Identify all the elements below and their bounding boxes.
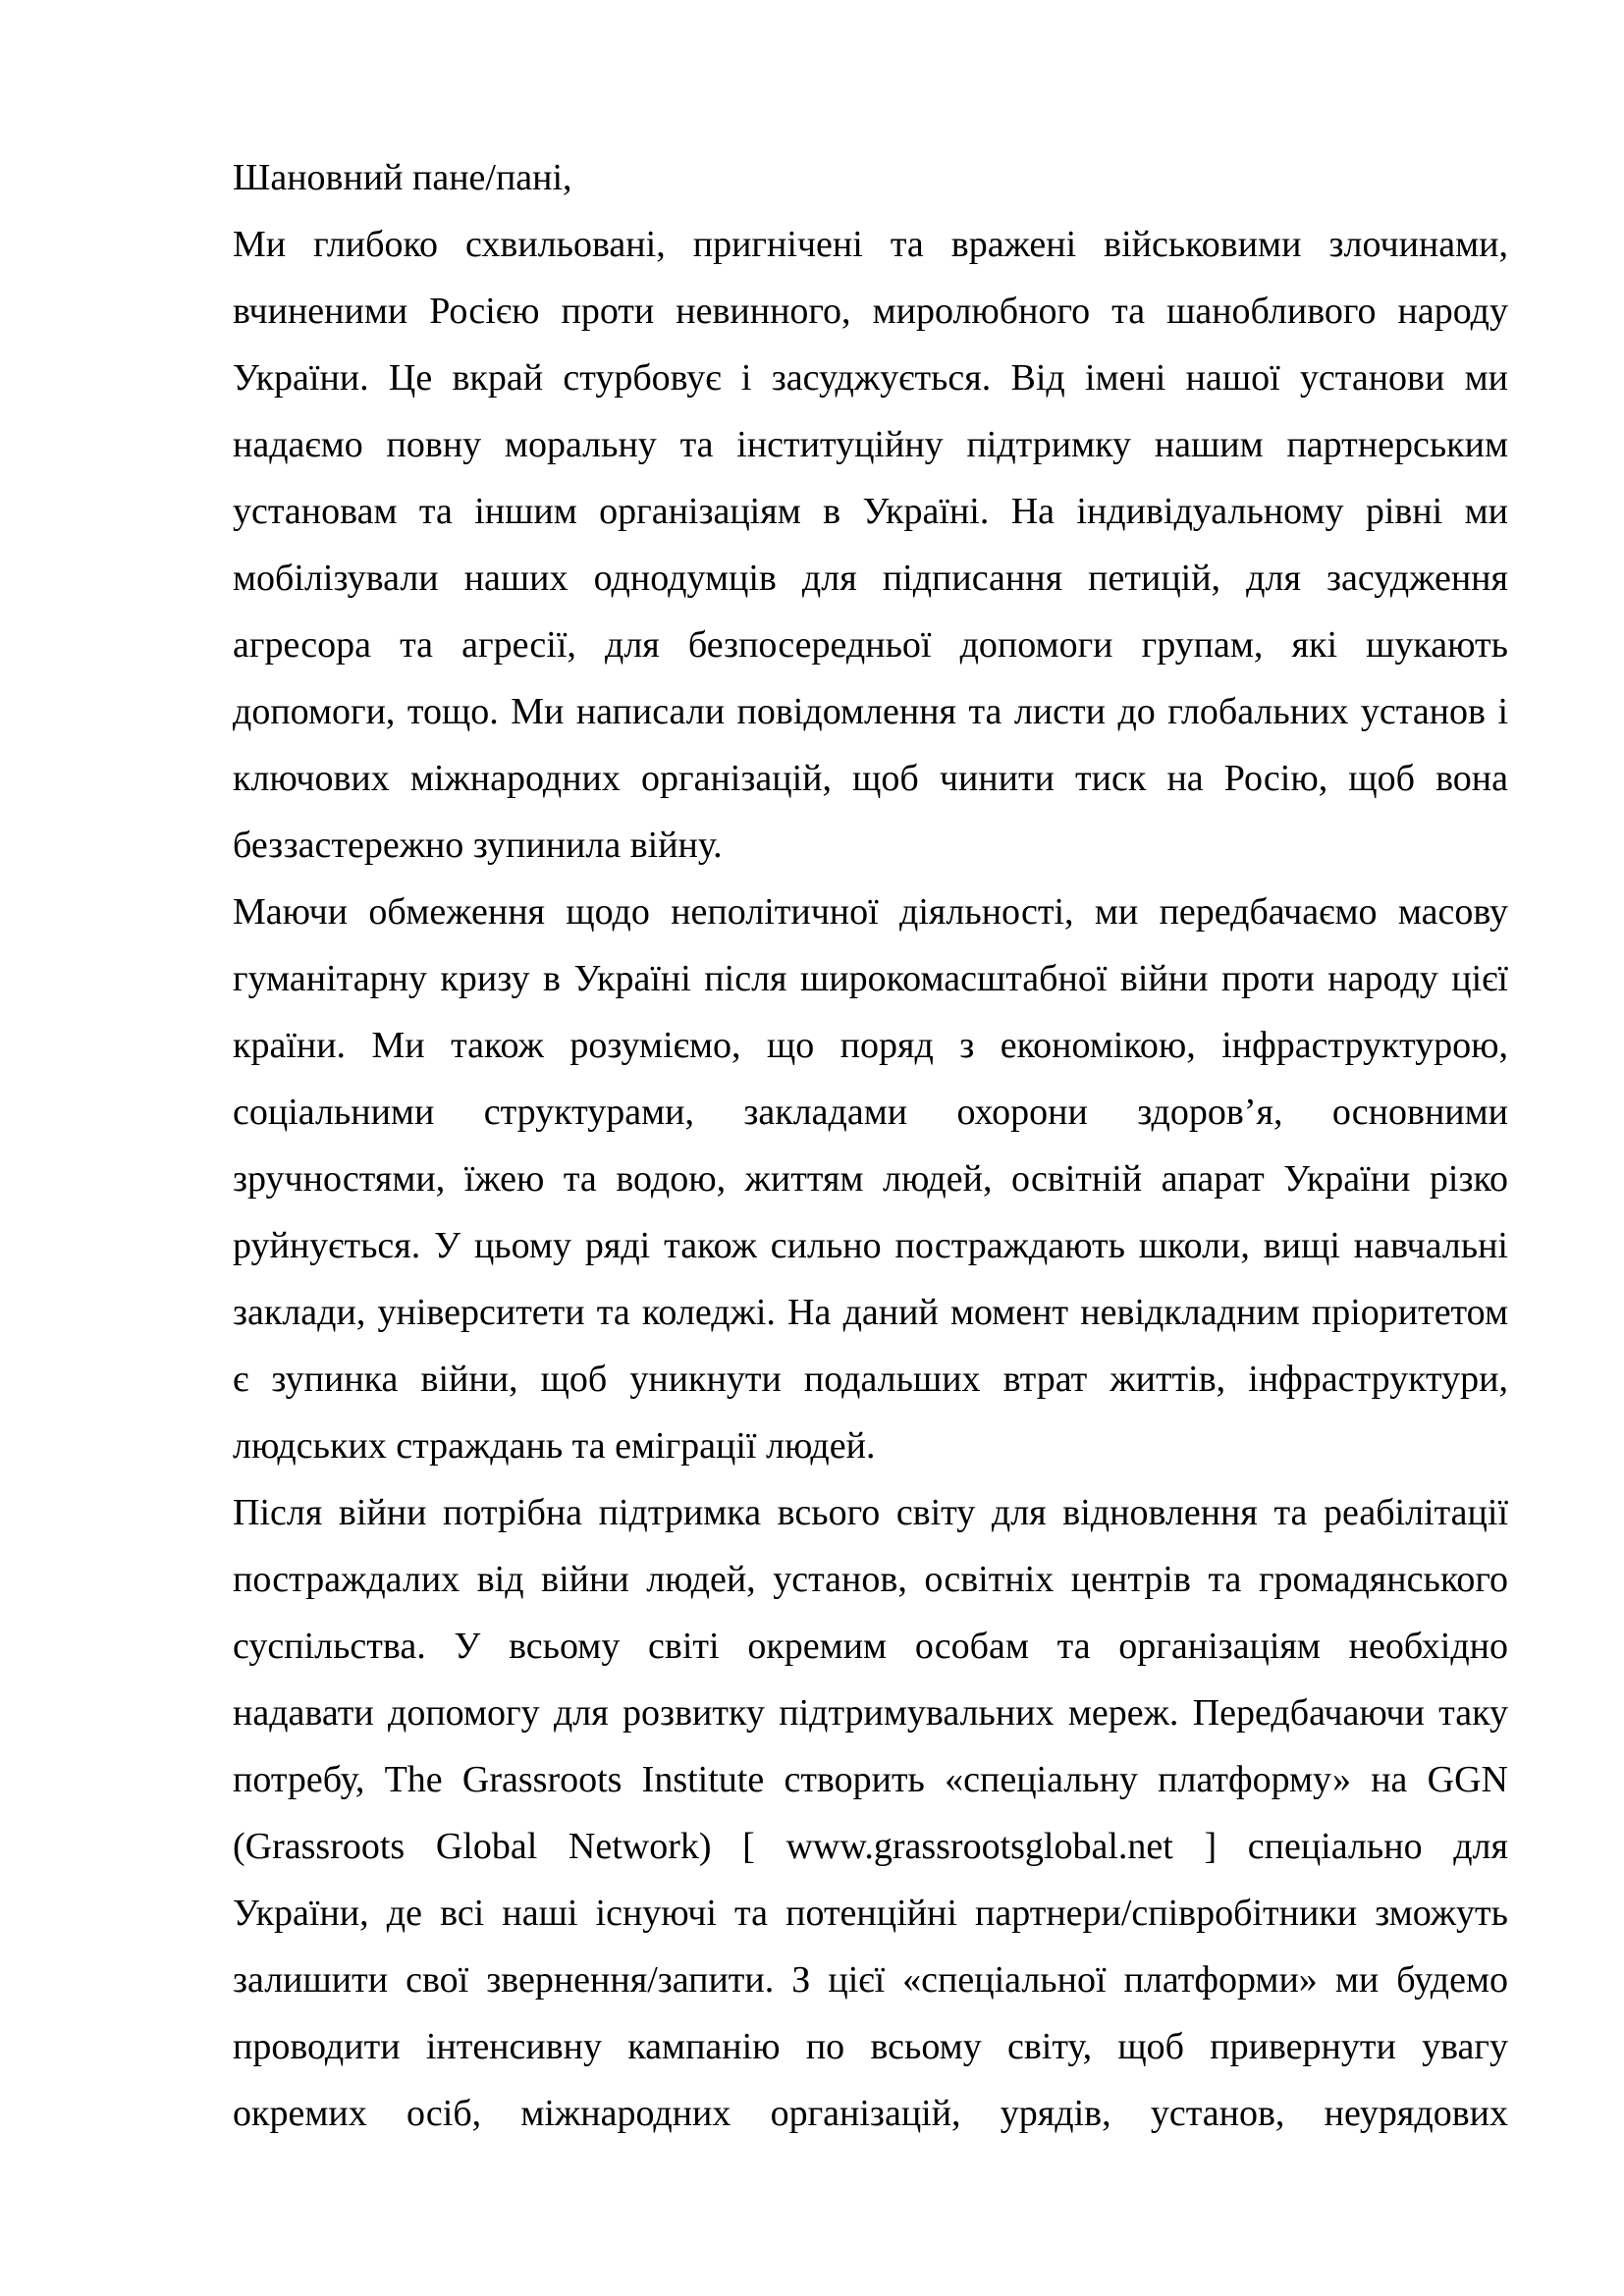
greeting-paragraph (233, 144, 1508, 211)
text-line: беззастережно зупинила війну. (233, 825, 723, 866)
text-line: країни. Ми також розуміємо, що поряд з економікою, інфраструктурою, (233, 1025, 1508, 1066)
text-line: руйнується. У цьому ряді також сильно постраждають школи, вищі навчальні (233, 1225, 1508, 1266)
text-line: України, де всі наші існуючі та потенційні партнери/співробітники зможуть (233, 1893, 1508, 1934)
text-line: (Grassroots Global Network) [ www.grassrootsglobal.net ] спеціально для (233, 1826, 1508, 1867)
text-line: мобілізували наших однодумців для підписання петицій, для засудження (233, 558, 1508, 599)
text-line: потребу, The Grassroots Institute створить «спеціальну платформу» на GGN (233, 1759, 1508, 1800)
text-line: гуманітарну кризу в Україні після широкомасштабної війни проти народу цієї (233, 958, 1508, 999)
text-line: заклади, університети та коледжі. На даний момент невідкладним пріоритетом (233, 1292, 1508, 1333)
text-line: людських страждань та еміграції людей. (233, 1425, 876, 1467)
text-line: Маючи обмеження щодо неполітичної діяльності, ми передбачаємо масову (233, 891, 1508, 933)
text-line: проводити інтенсивну кампанію по всьому світу, щоб привернути увагу (233, 2026, 1508, 2067)
text-line: постраждалих від війни людей, установ, освітніх центрів та громадянського (233, 1559, 1508, 1600)
text-line: окремих осіб, міжнародних організацій, урядів, установ, неурядових (233, 2093, 1508, 2134)
text-line: соціальними структурами, закладами охорони здоров’я, основними (233, 1092, 1508, 1133)
paragraph-humanitarian-crisis (233, 879, 1508, 1479)
letter-body (233, 144, 1508, 2147)
text-line: Шановний пане/пані, (233, 157, 572, 198)
text-line: Ми глибоко схвильовані, пригнічені та вражені військовими злочинами, (233, 224, 1508, 265)
text-line: залишити свої звернення/запити. З цієї «спеціальної платформи» ми будемо (233, 1959, 1508, 2001)
text-line: надаємо повну моральну та інституційну підтримку нашим партнерським (233, 424, 1508, 465)
text-line: ключових міжнародних організацій, щоб чинити тиск на Росію, щоб вона (233, 758, 1508, 799)
text-line: допомоги, тощо. Ми написали повідомлення та листи до глобальних установ і (233, 691, 1508, 732)
text-line: надавати допомогу для розвитку підтримувальних мереж. Передбачаючи таку (233, 1692, 1508, 1734)
paragraph-condemnation (233, 211, 1508, 879)
text-line: Після війни потрібна підтримка всього світу для відновлення та реабілітації (233, 1492, 1508, 1533)
text-line: України. Це вкрай стурбовує і засуджується. Від імені нашої установи ми (233, 357, 1508, 399)
paragraph-platform (233, 1479, 1508, 2147)
text-line: установам та іншим організаціям в Україні. На індивідуальному рівні ми (233, 491, 1508, 532)
text-line: агресора та агресії, для безпосередньої допомоги групам, які шукають (233, 624, 1508, 666)
text-line: суспільства. У всьому світі окремим особам та організаціям необхідно (233, 1626, 1508, 1667)
text-line: є зупинка війни, щоб уникнути подальших втрат життів, інфраструктури, (233, 1359, 1508, 1400)
text-line: вчиненими Росією проти невинного, миролюбного та шанобливого народу (233, 291, 1508, 332)
text-line: зручностями, їжею та водою, життям людей, освітній апарат України різко (233, 1158, 1508, 1200)
